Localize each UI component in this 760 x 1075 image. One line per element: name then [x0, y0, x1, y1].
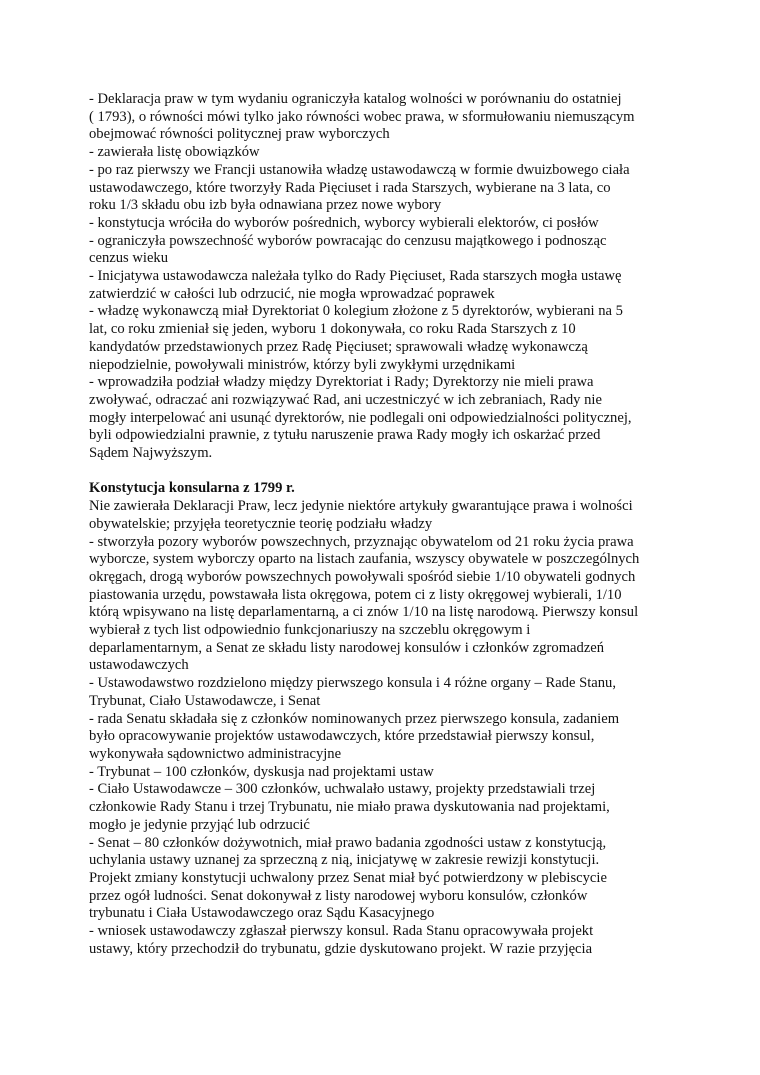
- text-line: lat, co roku zmieniał się jeden, wyboru 1 dokonywała, co roku Rada Starszych z 10: [89, 321, 576, 338]
- text-line: okręgach, drogą wyborów powszechnych powoływali spośród siebie 1/10 obywateli godnych: [89, 568, 636, 585]
- text-line: - rada Senatu składała się z członków nominowanych przez pierwszego konsula, zadaniem: [89, 710, 620, 727]
- text-line: - Trybunat – 100 członków, dyskusja nad projektami ustaw: [89, 763, 434, 780]
- text-line: wyborcze, system wyborczy oparto na listach zaufania, wszyscy obywatele w poszczególnych: [89, 551, 640, 568]
- text-line: - wniosek ustawodawczy zgłaszał pierwszy konsul. Rada Stanu opracowywała projekt: [89, 923, 594, 940]
- section-heading: Konstytucja konsularna z 1799 r.: [89, 480, 295, 497]
- text-line: wykonywała sądownictwo administracyjne: [89, 746, 342, 762]
- text-line: niepodzielnie, powoływali ministrów, którzy byli zwykłymi urzędnikami: [89, 356, 516, 373]
- text-line: było opracowywanie projektów ustawodawczych, które przedstawiał pierwszy konsul,: [89, 728, 595, 745]
- section-1799-constitution-text: [89, 498, 679, 958]
- text-line: obywatelskie; przyjęła teoretycznie teorię podziału władzy: [89, 515, 433, 532]
- text-line: - Deklaracja praw w tym wydaniu ograniczyła katalog wolności w porównaniu do ostatniej: [89, 91, 622, 107]
- document-page: [89, 91, 679, 958]
- paragraph-gap: [89, 463, 679, 481]
- text-line: ustawy, który przechodził do trybunatu, gdzie dyskutowano projekt. W razie przyjęcia: [89, 940, 593, 957]
- text-line: - wprowadziła podział władzy między Dyrektoriat i Rady; Dyrektorzy nie mieli prawa: [89, 374, 594, 391]
- text-line: Sądem Najwyższym.: [89, 445, 213, 462]
- text-line: trybunatu i Ciała Ustawodawczego oraz Sądu Kasacyjnego: [89, 905, 435, 922]
- text-line: - konstytucja wróciła do wyborów pośrednich, wyborcy wybierali elektorów, ci posłów: [89, 214, 599, 231]
- text-line: - Inicjatywa ustawodawcza należała tylko do Rady Pięciuset, Rada starszych mogła ustawę: [89, 268, 622, 285]
- text-line: piastowania urzędu, powstawała lista okręgowa, potem ci z listy okręgowej wybierali, 1/10: [89, 586, 622, 603]
- text-line: członkowie Rady Stanu i trzej Trybunatu, nie miało prawa dyskutowania nad projektami,: [89, 799, 610, 816]
- text-line: wybierał z tych list odpowiednio funkcjonariuszy na szczeblu okręgowym i: [89, 622, 531, 639]
- text-line: cenzus wieku: [89, 250, 169, 267]
- text-line: ustawodawczego, które tworzyły Rada Pięciuset i rada Starszych, wybierane na 3 lata, co: [89, 179, 611, 196]
- text-line: którą wpisywano na listę deparlamentarną, a ci znów 1/10 na listę narodową. Pierwszy konsul: [89, 604, 639, 621]
- text-line: Projekt zmiany konstytucji uchwalony przez Senat miał być potwierdzony w plebiscycie: [89, 869, 607, 886]
- text-line: - Ciało Ustawodawcze – 300 członków, uchwalało ustawy, projekty przedstawiali trzej: [89, 781, 596, 798]
- text-line: byli odpowiedzialni prawnie, z tytułu naruszenie prawa Rady mogły ich oskarżać przed: [89, 427, 601, 444]
- text-line: - zawierała listę obowiązków: [89, 144, 260, 161]
- text-line: obejmować równości politycznej praw wyborczych: [89, 126, 390, 143]
- text-line: Nie zawierała Deklaracji Praw, lecz jedynie niektóre artykuły gwarantujące prawa i wolności: [89, 498, 633, 515]
- text-line: - Ustawodawstwo rozdzielono między pierwszego konsula i 4 różne organy – Rade Stanu,: [89, 675, 616, 692]
- text-line: przez ogół ludności. Senat dokonywał z listy narodowej wyboru konsulów, członków: [89, 887, 588, 904]
- text-line: kandydatów przedstawionych przez Radę Pięciuset; sprawowali władzę wykonawczą: [89, 338, 588, 355]
- text-line: - po raz pierwszy we Francji ustanowiła władzę ustawodawczą w formie dwuizbowego ciała: [89, 161, 630, 178]
- text-line: uchylania ustawy uznanej za sprzeczną z nią, inicjatywę w zakresie rewizji konstytucji.: [89, 852, 600, 869]
- section-1897-constitution-text: [89, 91, 679, 463]
- text-line: deparlamentarnym, a Senat ze składu listy narodowej konsulów i członków zgromadzeń: [89, 639, 605, 656]
- text-line: zwoływać, odraczać ani rozwiązywać Rad, ani uczestniczyć w ich zebraniach, Rady nie: [89, 391, 602, 408]
- text-line: mogły interpelować ani usunąć dyrektorów, nie podlegali oni odpowiedzialności politycznej,: [89, 409, 632, 426]
- text-line: roku 1/3 składu obu izb była odnawiana przez nowe wybory: [89, 197, 442, 214]
- text-line: - ograniczyła powszechność wyborów powracając do cenzusu majątkowego i podnosząc: [89, 232, 607, 249]
- text-line: ( 1793), o równości mówi tylko jako równości wobec prawa, w sformułowaniu niemuszącym: [89, 108, 635, 125]
- text-line: mogło je jedynie przyjąć lub odrzucić: [89, 816, 310, 833]
- text-line: ustawodawczych: [89, 657, 189, 674]
- text-line: Trybunat, Ciało Ustawodawcze, i Senat: [89, 692, 321, 709]
- text-line: - Senat – 80 członków dożywotnich, miał prawo badania zgodności ustaw z konstytucją,: [89, 834, 607, 851]
- text-line: - stworzyła pozory wyborów powszechnych, przyznając obywatelom od 21 roku życia prawa: [89, 533, 634, 550]
- text-line: - władzę wykonawczą miał Dyrektoriat 0 kolegium złożone z 5 dyrektorów, wybierani na 5: [89, 303, 623, 320]
- text-line: zatwierdzić w całości lub odrzucić, nie mogła wprowadzać poprawek: [89, 285, 495, 302]
